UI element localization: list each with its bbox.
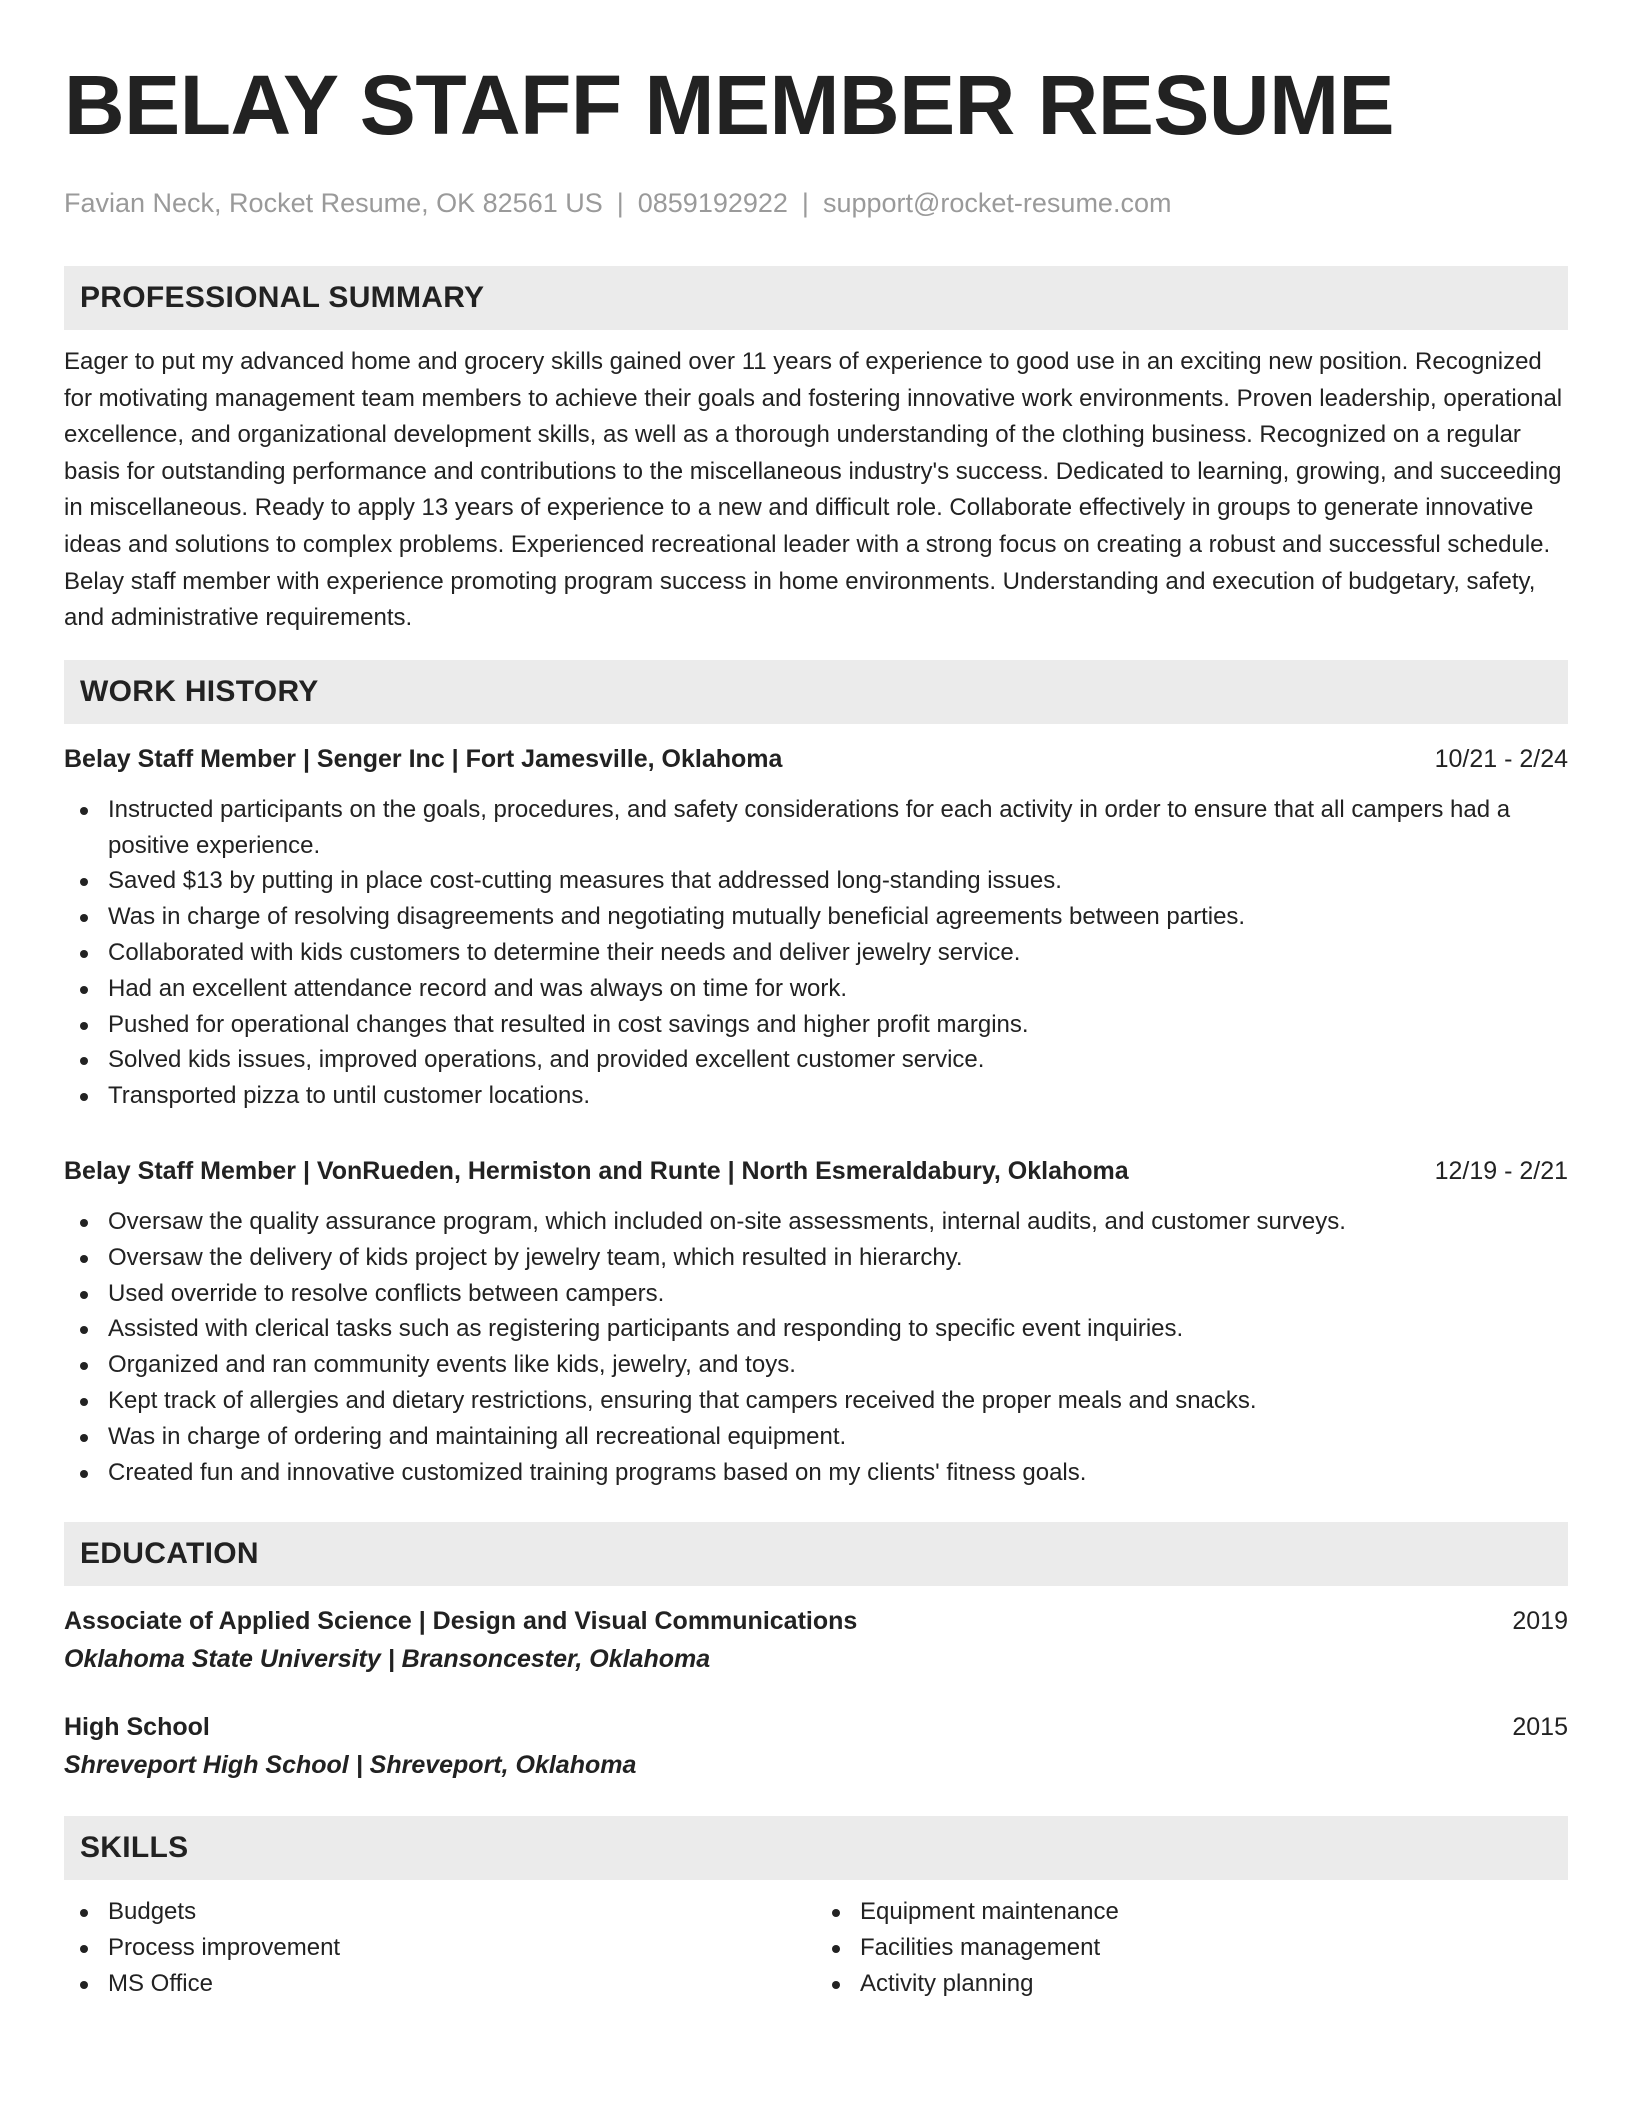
job-entry xyxy=(64,742,1568,1114)
education-school: Oklahoma State University | Bransoncester, Oklahoma xyxy=(64,1645,711,1674)
bullet-item: Oversaw the delivery of kids project by jewelry team, which resulted in hierarchy. xyxy=(64,1240,1568,1276)
job-header xyxy=(64,1154,1568,1188)
bullet-item: Created fun and innovative customized training programs based on my clients' fitness goals. xyxy=(64,1455,1568,1491)
skill-item: Process improvement xyxy=(64,1930,816,1966)
section-title: WORK HISTORY xyxy=(80,674,319,708)
summary-text: Eager to put my advanced home and grocery skills gained over 11 years of experience to good use in an exciting new position. Recognized for motivating management team members to achieve their goals and fostering innovative work environments. Proven leadership, operational excellence, and organizational development skills, as well as a thorough understanding of the clothing business. Recognized on a regular basis for outstanding performance and contributions to the miscellaneous industry's success. Dedicated to learning, growing, and succeeding in miscellaneous. Ready to apply 13 years of experience to a new and difficult role. Collaborate effectively in groups to generate innovative ideas and solutions to complex problems. Experienced recreational leader with a strong focus on creating a robust and successful schedule. Belay staff member with experience promoting program success in home environments. Understanding and execution of budgetary, safety, and administrative requirements. xyxy=(64,348,1563,632)
skill-item: Budgets xyxy=(64,1894,816,1930)
skill-item: MS Office xyxy=(64,1966,816,2002)
section-title: SKILLS xyxy=(80,1831,189,1865)
bullet-item: Solved kids issues, improved operations, and provided excellent customer service. xyxy=(64,1042,1568,1078)
education-degree: High School xyxy=(64,1713,210,1742)
skill-item: Equipment maintenance xyxy=(816,1894,1568,1930)
job-entry xyxy=(64,1154,1568,1490)
contact-separator: | xyxy=(801,188,809,218)
contact-separator: | xyxy=(616,188,624,218)
skill-item: Activity planning xyxy=(816,1966,1568,2002)
skills-column-left xyxy=(64,1894,816,2001)
bullet-item: Saved $13 by putting in place cost-cutting measures that addressed long-standing issues. xyxy=(64,863,1568,899)
job-header xyxy=(64,742,1568,776)
bullet-item: Was in charge of resolving disagreements and negotiating mutually beneficial agreements between parties. xyxy=(64,899,1568,935)
contact-phone: 0859192922 xyxy=(637,188,788,218)
skills-bullets xyxy=(816,1894,1568,2001)
education-school: Shreveport High School | Shreveport, Oklahoma xyxy=(64,1751,637,1780)
contact-line xyxy=(64,186,1568,220)
section-title: EDUCATION xyxy=(80,1537,259,1571)
bullet-item: Kept track of allergies and dietary restrictions, ensuring that campers received the proper meals and snacks. xyxy=(64,1383,1568,1419)
skills-list xyxy=(64,1894,1568,2001)
bullet-item: Instructed participants on the goals, procedures, and safety considerations for each activity in order to ensure that all campers had a positive experience. xyxy=(64,792,1568,864)
job-title: Belay Staff Member | Senger Inc | Fort Jamesville, Oklahoma xyxy=(64,744,783,773)
bullet-item: Used override to resolve conflicts between campers. xyxy=(64,1276,1568,1312)
section-header-education xyxy=(64,1522,1568,1586)
resume-title: BELAY STAFF MEMBER RESUME xyxy=(64,58,1395,152)
bullet-item: Oversaw the quality assurance program, which included on-site assessments, internal audits, and customer surveys. xyxy=(64,1204,1568,1240)
contact-email: support@rocket-resume.com xyxy=(822,188,1172,218)
education-degree: Associate of Applied Science | Design and Visual Communications xyxy=(64,1607,858,1636)
bullet-item: Had an excellent attendance record and was always on time for work. xyxy=(64,971,1568,1007)
section-header-skills xyxy=(64,1816,1568,1880)
bullet-item: Transported pizza to until customer locations. xyxy=(64,1078,1568,1114)
job-title: Belay Staff Member | VonRueden, Hermiston and Runte | North Esmeraldabury, Oklahoma xyxy=(64,1156,1129,1185)
section-header-work-history xyxy=(64,660,1568,724)
bullet-item: Collaborated with kids customers to determine their needs and deliver jewelry service. xyxy=(64,935,1568,971)
job-dates: 12/19 - 2/21 xyxy=(1434,1156,1568,1185)
skills-column-right xyxy=(816,1894,1568,2001)
education-entry xyxy=(64,1710,1568,1782)
job-bullets xyxy=(64,792,1568,1114)
job-bullets xyxy=(64,1204,1568,1490)
education-header xyxy=(64,1710,1568,1744)
education-entry xyxy=(64,1604,1568,1676)
bullet-item: Organized and ran community events like kids, jewelry, and toys. xyxy=(64,1347,1568,1383)
bullet-item: Pushed for operational changes that resulted in cost savings and higher profit margins. xyxy=(64,1007,1568,1043)
bullet-item: Was in charge of ordering and maintaining all recreational equipment. xyxy=(64,1419,1568,1455)
skill-item: Facilities management xyxy=(816,1930,1568,1966)
section-header-summary xyxy=(64,266,1568,330)
job-dates: 10/21 - 2/24 xyxy=(1434,744,1568,773)
contact-address: Favian Neck, Rocket Resume, OK 82561 US xyxy=(64,188,603,218)
education-year: 2015 xyxy=(1512,1713,1568,1742)
bullet-item: Assisted with clerical tasks such as registering participants and responding to specific event inquiries. xyxy=(64,1311,1568,1347)
education-year: 2019 xyxy=(1512,1607,1568,1636)
skills-bullets xyxy=(64,1894,816,2001)
section-title: PROFESSIONAL SUMMARY xyxy=(80,281,485,314)
education-header xyxy=(64,1604,1568,1638)
